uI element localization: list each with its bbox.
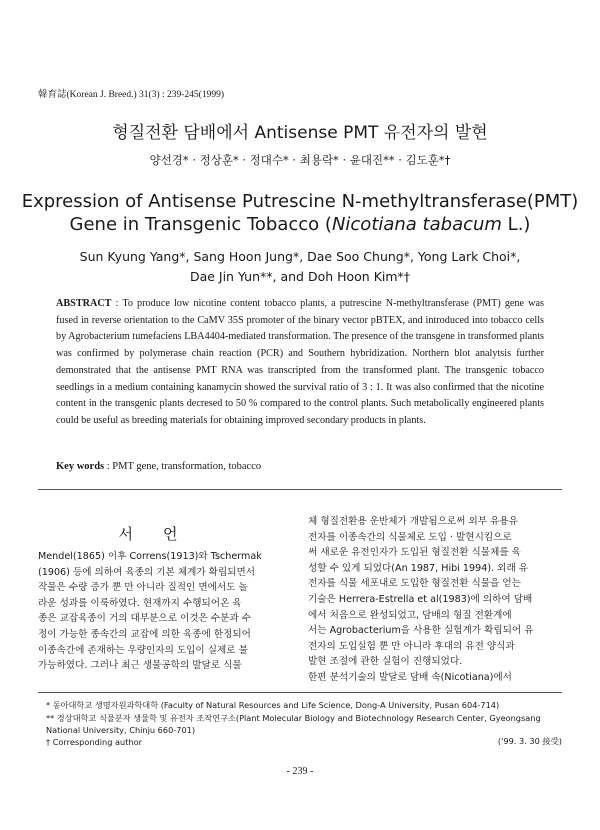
right-column-line: 성할 수 있게 되었다(An 1987, Hibi 1994). 외래 유	[308, 562, 529, 574]
footnote-affiliation-1: * 동아대학교 생명자원과학대학 (Faculty of Natural Resources and Life Science, Dong-A University, Pusan 604-714)	[46, 700, 500, 710]
left-column-line: 종은 교잡육종이 거의 대부분으로 이것은 수분과 수	[38, 613, 251, 625]
abstract-text: : To produce low nicotine content tobacco plants, a putrescine N-methyltransferase (PMT) gene was fused in reverse orientation to the CaMV 35S promoter of the binary vector pBTEX, and introduced into tobacco cells by Agrobacterium tumefaciens LBA4404-mediated transformation. The presence of the transgene in transformed plants was confirmed by polymerase chain reaction (PCR) and Southern hybridization. Northern blot analytsis further demonstrated that the antisense PMT RNA was transcripted from the transformed plant. The transgenic tobacco seedlings in a medium containing kanamycin showed the survival ratio of 3 : 1. It was also confirmed that the nicotine content in the transgenic plants decresed to 50 % compared to the control plants. Such metabolically engineered plants could be useful as breeding materials for obtaining improved secondary products in plants.	[56, 298, 544, 426]
abstract-label: ABSTRACT	[56, 298, 112, 309]
keywords-text: : PMT gene, transformation, tobacco	[104, 461, 262, 472]
right-column-line: 발현 조절에 관한 실험이 진행되었다.	[308, 656, 463, 668]
authors-english-line1: Sun Kyung Yang*, Sang Hoon Jung*, Dae Soo Chung*, Yong Lark Choi*,	[79, 249, 521, 264]
left-column-line: (1906) 등에 의하여 육종의 기본 체계가 확립되면서	[38, 566, 256, 578]
title-line2-prefix: Gene in Transgenic Tobacco (	[69, 214, 332, 235]
page-number: - 239 -	[286, 766, 314, 777]
right-column-line: 전자의 도입실험 뿐 만 아니라 후대의 유전 양식과	[308, 640, 515, 652]
species-name: Nicotiana tabacum	[331, 214, 502, 235]
abstract	[56, 296, 544, 430]
right-column	[308, 514, 562, 686]
right-column-line: 한편 분석기술의 발달로 담배 속(Nicotiana)에서	[308, 671, 512, 683]
title-english	[0, 190, 600, 236]
received-date: ('99. 3. 30 接受)	[497, 736, 562, 746]
footnote-divider	[38, 692, 562, 693]
title-english-line2	[0, 213, 600, 236]
authors-english	[0, 247, 600, 287]
left-column-line: Mendel(1865) 이후 Correns(1913)와 Tschermak	[38, 551, 262, 562]
right-column-line: 써 새로운 유전인자가 도입된 형질전환 식물체를 육	[308, 547, 521, 559]
left-column-line: 라운 성과를 이룩하였다. 현재까지 수행되어온 육	[38, 597, 242, 609]
section-heading: 서언	[118, 525, 208, 543]
right-column-line: 전자를 식물 세포내로 도입한 형질전환 식물을 얻는	[308, 578, 521, 590]
keywords-label: Key words	[56, 461, 105, 472]
title-line2-suffix: L.)	[501, 214, 531, 235]
right-column-line: 서는 Agrobacterium을 사용한 실험계가 확립되어 유	[308, 625, 534, 637]
journal-citation: 韓育誌(Korean J. Breed.) 31(3) : 239-245(1999)	[38, 90, 224, 100]
left-column	[38, 549, 288, 674]
right-column-line: 기술은 Herrera-Estrella et al(1983)에 의하여 담배	[308, 593, 533, 605]
keywords	[56, 461, 261, 472]
authors-korean: 양선경* · 정상훈* · 정대수* · 최용락* · 윤대진** · 김도훈*†	[149, 153, 451, 167]
section-divider	[38, 489, 562, 490]
left-column-line: 이종속간에 존재하는 우량인자의 도입이 실제로 불	[38, 644, 248, 656]
right-column-line: 에서 처음으로 완성되었고, 담배의 형질 전환계에	[308, 609, 512, 621]
left-column-line: 정이 가능한 종속간의 교잡에 의한 육종에 한정되어	[38, 628, 251, 640]
left-column-line: 작물은 수량 증가 뿐 만 아니라 질적인 면에서도 놀	[38, 582, 248, 594]
left-column-line: 가능하였다. 그러나 최근 생물공학의 발달로 식물	[38, 660, 242, 672]
right-column-line: 전자를 이종속간의 식물체로 도입 · 발현시킴으로	[308, 531, 512, 543]
footnote-corresponding: † Corresponding author	[46, 737, 142, 747]
footnote-affiliation-2: ** 경상대학교 식물분자 생물학 및 유전자 조작연구소(Plant Molecular Biology and Biotechnology Research Center, Gyeongsang National University, Chinju 660-701)	[46, 713, 541, 735]
title-korean: 형질전환 담배에서 Antisense PMT 유전자의 발현	[112, 123, 488, 143]
right-column-line: 체 형질전환용 운반체가 개발됨으로써 외부 유용유	[308, 516, 518, 527]
authors-english-line2: Dae Jin Yun**, and Doh Hoon Kim*†	[189, 269, 411, 284]
title-english-line1: Expression of Antisense Putrescine N-methyltransferase(PMT)	[21, 191, 579, 212]
